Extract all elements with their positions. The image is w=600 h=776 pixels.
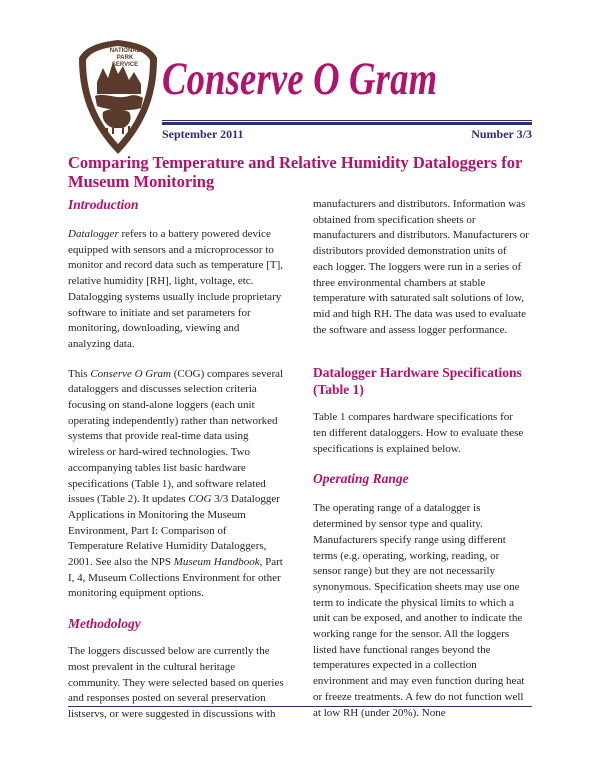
issue-date: September 2011	[162, 127, 244, 141]
p2-cog: Conserve O Gram	[90, 367, 171, 380]
left-column	[68, 197, 284, 723]
logo-text: NATIONAL PARK SERVICE	[109, 48, 141, 68]
masthead-rule-thin	[162, 120, 532, 121]
right-column	[313, 197, 529, 721]
section-heading-operating-range: Operating Range	[313, 471, 409, 487]
section-heading-methodology: Methodology	[68, 616, 141, 632]
intro-paragraph-1-text: refers to a battery powered device equipped with sensors and a microprocessor to monitor and record data such as temperature [T], relative humidity [RH], light, voltage, etc. Datalogging systems usually include proprietary software to initiate and set parameters for monitoring, downloading, viewing and analyzing data.	[68, 228, 284, 350]
p2-museum-handbook: Museum Handbook	[173, 556, 260, 569]
p2-b: (COG) compares several dataloggers and discusses selection criteria focusing on stand-alone loggers (each unit operating independently) rather than networked systems that provide real-time data using wireless or hard-wired technologies. Two accompanying tables list basic hardware specifications (Table 1), and software related issues (Table 2). It updates	[68, 367, 284, 506]
p2-cog2: COG	[188, 493, 212, 506]
p2-d: , Part I, 4, Museum Collections Environment for other monitoring equipment options.	[68, 556, 283, 600]
intro-paragraph-1	[68, 227, 284, 353]
article-title: Comparing Temperature and Relative Humidity Dataloggers for Museum Monitoring	[68, 153, 523, 191]
masthead-rule-thick	[162, 122, 532, 125]
issue-number: Number 3/3	[471, 127, 532, 141]
methodology-paragraph-cont: manufacturers and distributors. Information was obtained from specification sheets or manufacturers and distributors. Manufacturers or distributors provided demonstration units of each logger. The loggers were run in a series of three environmental chambers at stable temperature with saturated salt solutions of low, mid and high RH. The data was used to evaluate the software and assess logger performance.	[313, 198, 529, 336]
methodology-paragraph: The loggers discussed below are currently the most prevalent in the cultural heritage community. They were selected based on queries and responses posted on several preservation listservs, or were suggested in discussions with	[68, 645, 284, 720]
p2-c: 3/3 Datalogger Applications in Monitoring the Museum Environment, Part I: Comparison of Temperature Relative Humidity Dataloggers, 2001. See also the NPS	[68, 493, 280, 569]
operating-range-paragraph: The operating range of a datalogger is determined by sensor type and quality. Manufacturers specify range using different terms (e.g. operating, working, reading, or sensor range) but they are not necessarily synonymous. Specification sheets may use one term to indicate the physical limits to which a unit can be exposed, and another to indicate the working range for the sensor. All the loggers listed have functional ranges beyond the temperatures expected in a collection environment and may even function during heat or freeze treatments. A few do not function well at low RH (under 20%). None	[313, 502, 525, 719]
section-heading-hardware: Datalogger Hardware Specifications (Table 1)	[313, 365, 522, 398]
section-heading-introduction: Introduction	[68, 197, 139, 212]
hardware-paragraph: Table 1 compares hardware specifications for ten different dataloggers. How to evaluate these specifications is explained below.	[313, 411, 524, 455]
footer-rule	[68, 706, 532, 707]
p2-a: This	[68, 367, 91, 380]
publication-title: Conserve O Gram	[162, 53, 438, 105]
intro-paragraph-2	[68, 367, 284, 603]
term-datalogger: Datalogger	[68, 228, 119, 240]
